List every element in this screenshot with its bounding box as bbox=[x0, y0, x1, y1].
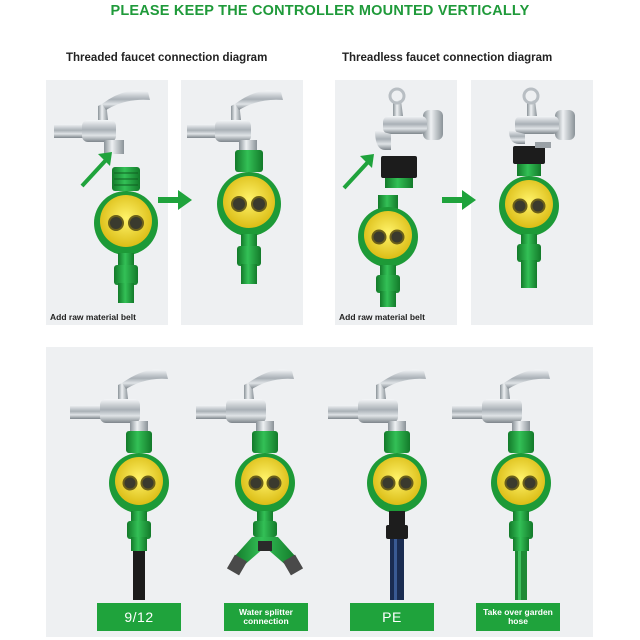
page-title: PLEASE KEEP THE CONTROLLER MOUNTED VERTICALLY bbox=[110, 3, 530, 19]
faucet-timer-pe-image bbox=[328, 365, 438, 600]
arrow-up-icon bbox=[340, 152, 376, 192]
label-pe: PE bbox=[350, 603, 434, 631]
label-garden-hose: Take over garden hose bbox=[476, 603, 560, 631]
threadless-caption: Add raw material belt bbox=[339, 312, 425, 322]
threaded-section-title: Threaded faucet connection diagram bbox=[66, 52, 268, 64]
faucet-timer-9-12-image bbox=[70, 365, 180, 600]
threaded-caption: Add raw material belt bbox=[50, 312, 136, 322]
water-timer-image bbox=[348, 195, 428, 310]
faucet-timer-splitter-image bbox=[196, 365, 306, 600]
threadless-section-title: Threadless faucet connection diagram bbox=[342, 52, 553, 64]
threaded-faucet-connected-image bbox=[181, 80, 303, 325]
water-timer-image bbox=[86, 165, 166, 315]
faucet-timer-garden-hose-image bbox=[452, 365, 562, 600]
threadless-faucet-connected-image bbox=[471, 80, 593, 325]
label-9-12: 9/12 bbox=[97, 603, 181, 631]
label-water-splitter: Water splitter connection bbox=[224, 603, 308, 631]
